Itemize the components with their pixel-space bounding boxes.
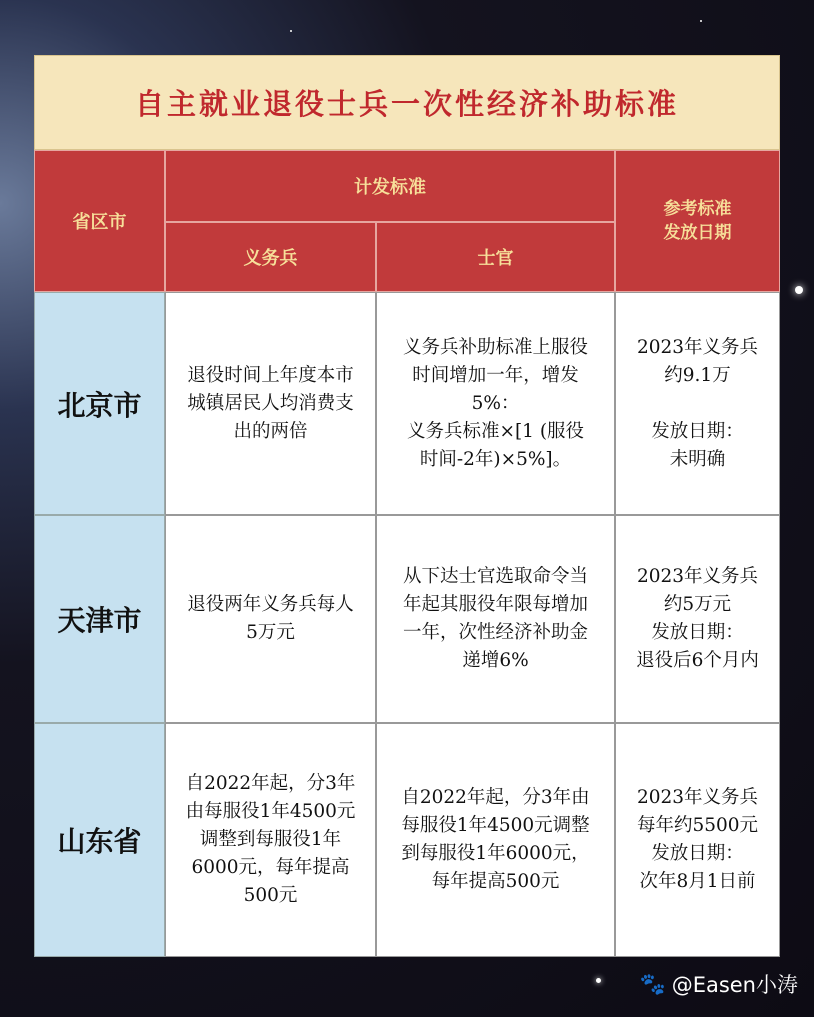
cell-line: 由每服役1年4500元 [185,801,356,822]
cell-line: 约9.1万 [664,364,731,386]
cell-conscript [165,515,376,723]
cell-line: 2023年义务兵 [636,566,759,587]
cell-officer [376,292,615,515]
cell-line: 从下达士官选取命令当 [402,566,588,587]
header-conscript: 义务兵 [165,222,376,292]
cell-line: 退役两年义务兵每人 [187,594,354,615]
cell-line: 发放日期： [651,622,744,643]
cell-line: 出的两倍 [233,420,308,442]
cell-line: 5万元 [246,622,295,643]
cell-line: 500元 [243,885,298,906]
cell-reference [615,723,780,957]
cell-line: 城镇居民人均消费支 [187,392,354,414]
cell-line: 退役后6个月内 [636,650,759,671]
header-reference-line: 发放日期 [663,223,732,243]
star [596,978,601,983]
cell-officer [376,723,615,957]
cell-reference [615,292,780,515]
cell-line: 每年提高500元 [431,871,560,892]
star [290,30,292,32]
cell-province: 天津市 [34,515,165,723]
cell-line: 约5万元 [663,594,732,615]
cell-line: 自2022年起，分3年 [185,773,356,794]
cell-line: 2023年义务兵 [636,787,759,808]
cell-line: 义务兵补助标准上服役 [402,336,588,358]
cell-province: 北京市 [34,292,165,515]
cell-line: 发放日期： [651,420,744,442]
cell-line: 义务兵标准×[1 (服役 [406,420,585,442]
cell-conscript [165,723,376,957]
cell-line: 时间-2年)×5%]。 [419,448,572,470]
table-title: 自主就业退役士兵一次性经济补助标准 [34,55,780,150]
cell-line: 5%： [471,392,520,414]
header-province: 省区市 [34,150,165,292]
paw-icon: 🐾 [639,971,666,996]
cell-line: 发放日期： [651,843,744,864]
cell-line: 时间增加一年，增发 [412,364,579,386]
header-reference-line: 参考标准 [663,199,732,219]
header-officer: 士官 [376,222,615,292]
star [700,20,702,22]
cell-line: 到每服役1年6000元， [401,843,590,864]
cell-line: 自2022年起，分3年由 [401,787,590,808]
cell-line: 调整到每服役1年 [199,829,342,850]
header-standard: 计发标准 [165,150,615,222]
cell-line: 一年，次性经济补助金 [402,622,588,643]
cell-line: 年起其服役年限每增加 [402,594,588,615]
subsidy-table [34,55,780,957]
watermark-text: @Easen小涛 [671,973,798,997]
cell-line: 每服役1年4500元调整 [401,815,590,836]
cell-line: 次年8月1日前 [639,871,756,892]
watermark [640,969,798,999]
cell-officer [376,515,615,723]
cell-line: 每年约5500元 [636,815,759,836]
cell-line: 6000元，每年提高 [191,857,350,878]
star [795,286,803,294]
cell-line: 未明确 [669,448,726,470]
cell-province: 山东省 [34,723,165,957]
header-reference [615,150,780,292]
cell-line: 递增6% [462,650,529,671]
cell-line: 2023年义务兵 [636,336,759,358]
cell-reference [615,515,780,723]
cell-line: 退役时间上年度本市 [187,364,354,386]
cell-conscript [165,292,376,515]
